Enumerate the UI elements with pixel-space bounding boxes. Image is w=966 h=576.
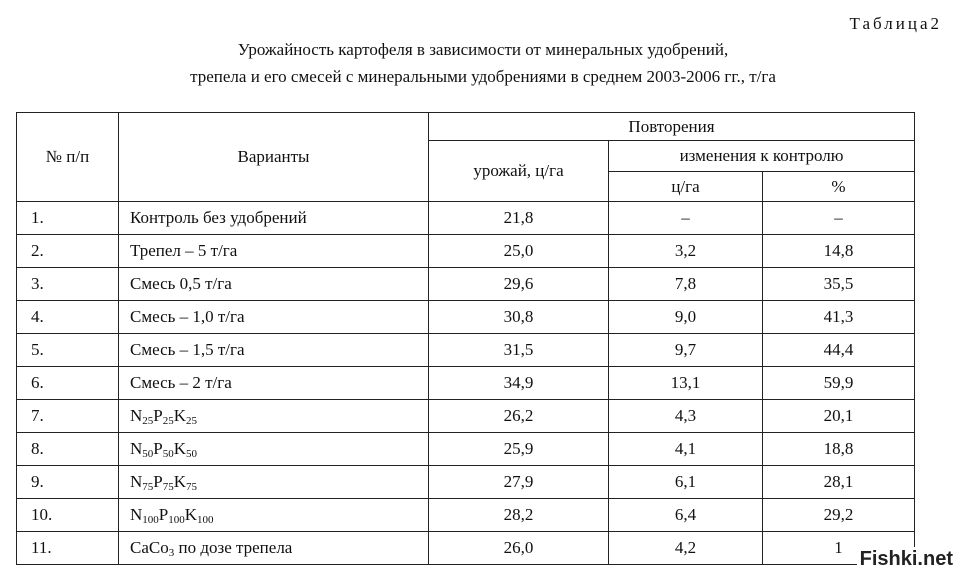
row-number: 3.: [17, 268, 119, 301]
change-cga-cell: –: [609, 202, 763, 235]
variant-subscript: 75: [162, 481, 174, 493]
variant-cell: [119, 499, 429, 532]
variant-cell: Контроль без удобрений: [119, 202, 429, 235]
change-cga-cell: 6,4: [609, 499, 763, 532]
change-cga-cell: 4,2: [609, 532, 763, 565]
variant-cell: Смесь – 1,5 т/га: [119, 334, 429, 367]
variant-cell: [119, 532, 429, 565]
variant-cell: [119, 433, 429, 466]
table-title-line-1: Урожайность картофеля в зависимости от минеральных удобрений,: [237, 40, 729, 59]
change-cga-cell: 13,1: [609, 367, 763, 400]
variant-subscript: 50: [142, 448, 154, 460]
variant-cell: [119, 466, 429, 499]
variant-text: N: [130, 439, 143, 458]
variant-text: K: [173, 472, 187, 491]
variant-text: CaCo: [130, 538, 169, 557]
variant-text: P: [158, 505, 169, 524]
yield-cell: 26,0: [429, 532, 609, 565]
variant-subscript: 25: [186, 415, 198, 427]
header-yield: урожай, ц/га: [429, 141, 609, 202]
yield-cell: 25,9: [429, 433, 609, 466]
table-row: [17, 268, 915, 301]
watermark-logo: Fishki.net: [857, 547, 956, 572]
table-title-line-2: трепела и его смесей с минеральными удобрениями в среднем 2003-2006 гг., т/га: [190, 67, 776, 86]
variant-subscript: 100: [197, 514, 214, 526]
change-pct-cell: 18,8: [763, 433, 915, 466]
variant-text: K: [173, 439, 187, 458]
variant-text: N: [130, 472, 143, 491]
variant-cell: Смесь – 2 т/га: [119, 367, 429, 400]
variant-text: N: [130, 406, 143, 425]
variant-text: N: [130, 505, 143, 524]
variant-subscript: 50: [162, 448, 174, 460]
yield-cell: 29,6: [429, 268, 609, 301]
row-number: 2.: [17, 235, 119, 268]
change-pct-cell: 41,3: [763, 301, 915, 334]
yield-cell: 28,2: [429, 499, 609, 532]
yield-cell: 30,8: [429, 301, 609, 334]
variant-subscript: 3: [168, 547, 175, 559]
change-pct-cell: 59,9: [763, 367, 915, 400]
row-number: 9.: [17, 466, 119, 499]
row-number: 1.: [17, 202, 119, 235]
table-row: [17, 532, 915, 565]
change-pct-cell: 28,1: [763, 466, 915, 499]
variant-cell: Трепел – 5 т/га: [119, 235, 429, 268]
header-change: изменения к контролю: [609, 141, 915, 172]
row-number: 5.: [17, 334, 119, 367]
table-row: [17, 433, 915, 466]
row-number: 7.: [17, 400, 119, 433]
variant-subscript: 25: [142, 415, 154, 427]
variant-cell: [119, 400, 429, 433]
row-number: 10.: [17, 499, 119, 532]
change-pct-cell: 44,4: [763, 334, 915, 367]
change-pct-cell: 1: [763, 532, 915, 565]
table-row: [17, 400, 915, 433]
change-cga-cell: 9,7: [609, 334, 763, 367]
yield-cell: 34,9: [429, 367, 609, 400]
header-repetitions: Повторения: [429, 113, 915, 141]
change-pct-cell: 14,8: [763, 235, 915, 268]
variant-cell: Смесь 0,5 т/га: [119, 268, 429, 301]
change-pct-cell: 29,2: [763, 499, 915, 532]
row-number: 8.: [17, 433, 119, 466]
yield-cell: 31,5: [429, 334, 609, 367]
table-row: [17, 202, 915, 235]
variant-text: P: [153, 406, 163, 425]
change-cga-cell: 9,0: [609, 301, 763, 334]
yield-table: [16, 112, 915, 565]
yield-cell: 21,8: [429, 202, 609, 235]
table-row: [17, 334, 915, 367]
change-pct-cell: 35,5: [763, 268, 915, 301]
change-cga-cell: 3,2: [609, 235, 763, 268]
table-row: [17, 367, 915, 400]
row-number: 11.: [17, 532, 119, 565]
variant-subscript: 100: [142, 514, 159, 526]
row-number: 6.: [17, 367, 119, 400]
variant-cell: Смесь – 1,0 т/га: [119, 301, 429, 334]
yield-cell: 27,9: [429, 466, 609, 499]
change-cga-cell: 4,3: [609, 400, 763, 433]
variant-text: K: [173, 406, 187, 425]
variant-text: P: [153, 472, 163, 491]
header-change-pct: %: [763, 172, 915, 202]
variant-subscript: 75: [142, 481, 154, 493]
row-number: 4.: [17, 301, 119, 334]
variant-text: по дозе трепела: [174, 538, 293, 557]
table-number-label: Таблица2: [849, 14, 942, 33]
yield-cell: 26,2: [429, 400, 609, 433]
change-cga-cell: 4,1: [609, 433, 763, 466]
header-num: № п/п: [17, 113, 119, 202]
table-row: [17, 235, 915, 268]
change-cga-cell: 7,8: [609, 268, 763, 301]
table-row: [17, 466, 915, 499]
change-pct-cell: –: [763, 202, 915, 235]
variant-subscript: 100: [168, 514, 185, 526]
header-change-cga: ц/га: [609, 172, 763, 202]
variant-subscript: 50: [186, 448, 198, 460]
yield-cell: 25,0: [429, 235, 609, 268]
table-row: [17, 301, 915, 334]
variant-text: K: [184, 505, 198, 524]
variant-subscript: 25: [162, 415, 174, 427]
variant-text: P: [153, 439, 163, 458]
header-variants: Варианты: [119, 113, 429, 202]
table-row: [17, 499, 915, 532]
variant-subscript: 75: [186, 481, 198, 493]
change-pct-cell: 20,1: [763, 400, 915, 433]
change-cga-cell: 6,1: [609, 466, 763, 499]
